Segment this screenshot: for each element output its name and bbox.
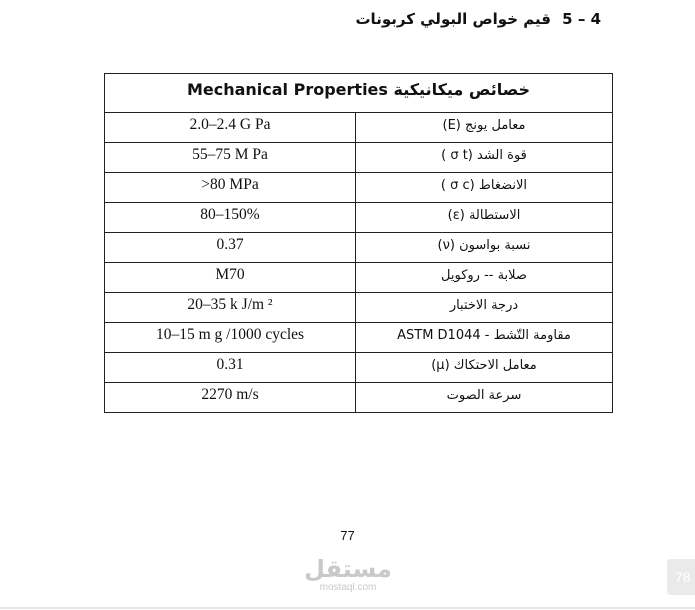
- table-row: [105, 263, 613, 293]
- table-row: [105, 113, 613, 143]
- table-row: [105, 143, 613, 173]
- section-title: قيم خواص البولي كربونات: [355, 10, 551, 28]
- watermark-latin-text: mostaql.com: [319, 582, 377, 593]
- property-name: قوة الشد (σ t ): [356, 143, 613, 173]
- property-name: معامل الاحتكاك (μ): [356, 353, 613, 383]
- property-name: سرعة الصوت: [356, 383, 613, 413]
- mostaql-watermark-logo: [300, 556, 396, 593]
- property-value: 80–150%: [105, 203, 356, 233]
- table-row: [105, 353, 613, 383]
- property-name: مقاومة التّشط - ASTM D1044: [356, 323, 613, 353]
- property-value: 0.37: [105, 233, 356, 263]
- property-value: 0.31: [105, 353, 356, 383]
- property-name: معامل يونج (E): [356, 113, 613, 143]
- mechanical-properties-table: [104, 73, 613, 413]
- table-row: [105, 203, 613, 233]
- table-title-row: [105, 74, 613, 113]
- property-name: الاستطالة (ε): [356, 203, 613, 233]
- property-value: 10–15 m g /1000 cycles: [105, 323, 356, 353]
- section-heading: [355, 10, 601, 28]
- property-name: الانضغاط (σ c ): [356, 173, 613, 203]
- bottom-divider: [0, 607, 695, 609]
- table-title: Mechanical Properties خصائص ميكانيكية: [105, 74, 613, 113]
- section-number: 4 – 5: [562, 10, 601, 28]
- property-value: M70: [105, 263, 356, 293]
- property-value: 55–75 M Pa: [105, 143, 356, 173]
- property-name: نسبة بواسون (ν): [356, 233, 613, 263]
- next-page-tab[interactable]: 78: [667, 559, 695, 595]
- table-row: [105, 173, 613, 203]
- property-value: >80 MPa: [105, 173, 356, 203]
- property-value: 2270 m/s: [105, 383, 356, 413]
- watermark-arabic-text: مستقل: [304, 555, 392, 583]
- table-row: [105, 233, 613, 263]
- property-value: 20–35 k J/m ²: [105, 293, 356, 323]
- property-name: درجة الاختبار: [356, 293, 613, 323]
- table-row: [105, 293, 613, 323]
- table-row: [105, 323, 613, 353]
- page-number: 77: [340, 528, 355, 543]
- property-name: صلابة -- روكويل: [356, 263, 613, 293]
- table-row: [105, 383, 613, 413]
- property-value: 2.0–2.4 G Pa: [105, 113, 356, 143]
